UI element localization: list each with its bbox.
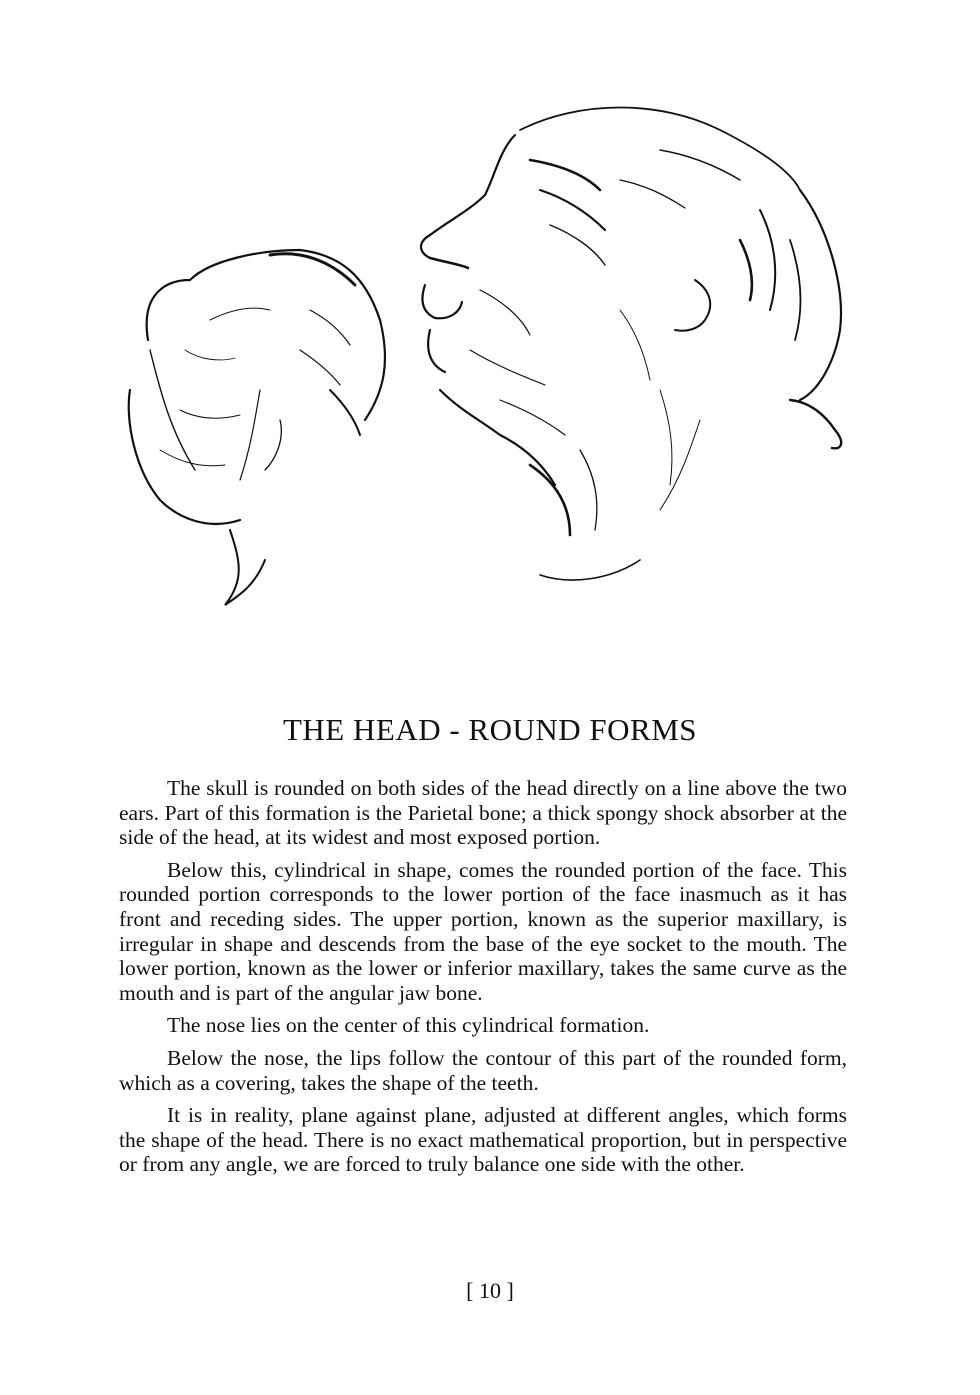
body-text <box>119 776 847 1185</box>
paragraph: The skull is rounded on both sides of the head directly on a line above the two ears. Part of this formation is the Parietal bone; a thick spongy shock absorber at the side of the head, at its widest and most exposed portion. <box>119 776 847 850</box>
profile-head-sketch <box>421 108 841 581</box>
paragraph: The nose lies on the center of this cylindrical formation. <box>167 1013 650 1038</box>
page-title: THE HEAD - ROUND FORMS <box>282 712 697 747</box>
back-of-head-sketch <box>129 250 385 605</box>
paragraph: Below this, cylindrical in shape, comes the rounded portion of the face. This rounded portion corresponds to the lower portion of the face inasmuch as it has front and receding sides. The upper portion, known as the superior maxillary, is irregular in shape and descends from the base of the eye socket to the mouth. The lower portion, known as the lower or inferior maxillary, takes the same curve as the mouth and is part of the angular jaw bone. <box>119 857 847 1005</box>
paragraph: Below the nose, the lips follow the contour of this part of the rounded form, which as a covering, takes the shape of the teeth. <box>119 1045 847 1095</box>
head-sketch-illustration <box>100 90 880 630</box>
page-number: [ 10 ] <box>466 1278 514 1303</box>
two-heads-sketch-icon <box>100 90 880 630</box>
paragraph: It is in reality, plane against plane, adjusted at different angles, which forms the shape of the head. There is no exact mathematical proportion, but in perspective or from any angle, we are forced to truly balance one side with the other. <box>119 1103 847 1177</box>
